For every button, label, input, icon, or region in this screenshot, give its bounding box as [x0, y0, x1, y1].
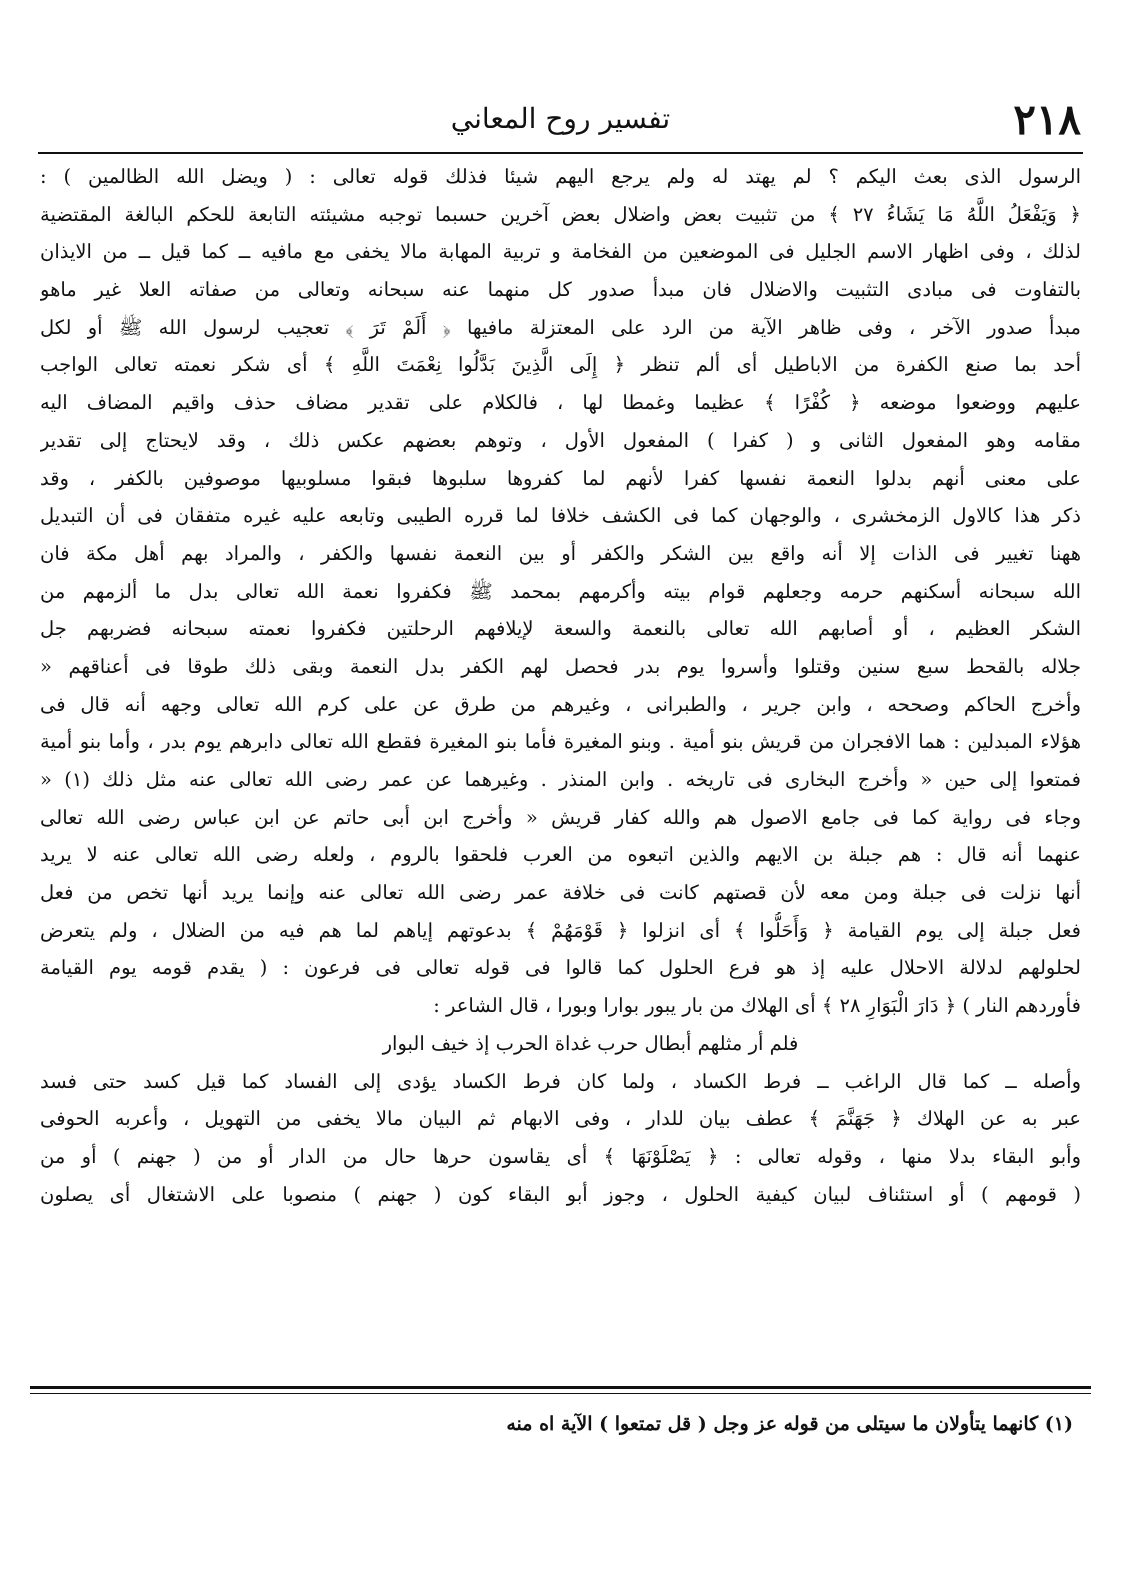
- text-line: الشكر العظيم ، أو أصابهم الله تعالى بالنعمة والسعة لإيلافهم الرحلتين فكفروا نعمته سبحانه فضربهم جل: [40, 617, 1081, 641]
- text-line: عبر به عن الهلاك ﴿ جَهَنَّمَ ﴾ عطف بيان للدار ، وفى الابهام ثم البيان مالا يخفى من التهويل ، وأعربه الحوفى: [40, 1107, 1081, 1131]
- text-line: مبدأ صدور الآخر ، وفى ظاهر الآية من الرد على المعتزلة مافيها ﴿ أَلَمْ تَرَ ﴾ تعجيب لرسول الله ﷺ أو لكل: [40, 315, 1081, 339]
- text-line: لحلولهم لدلالة الاحلال عليه إذ هو فرع الحلول كما قالوا فى قوله تعالى فى فرعون : ( يقدم قومه يوم القيامة: [40, 956, 1081, 980]
- text-line: أنها نزلت فى جبلة ومن معه لأن قصتهم كانت فى خلافة عمر رضى الله تعالى عنه وإنما يريد أنها تخص من فعل: [40, 881, 1081, 905]
- text-line: ههنا تغيير فى الذات إلا أنه واقع بين الشكر والكفر أو بين النعمة نفسها والكفر ، والمراد بهم أهل مكة فان: [40, 541, 1081, 565]
- footnote-rule-thin: [30, 1393, 1091, 1394]
- text-line: الرسول الذى بعث اليكم ؟ لم يهتد له ولم يرجع اليهم شيئا فذلك قوله تعالى : ( ويضل الله الظالمين ) :: [40, 165, 1081, 188]
- text-line: مقامه وهو المفعول الثانى و ( كفرا ) المفعول الأول ، وتوهم بعضهم عكس ذلك ، وقد لايحتاج إلى تقدير: [40, 428, 1081, 452]
- text-line: وأصله ــ كما قال الراغب ــ فرط الكساد ، ولما كان فرط الكساد يؤدى إلى الفساد كما قيل كسد حتى فسد: [40, 1069, 1081, 1093]
- text-line: فعل جبلة إلى يوم القيامة ﴿ وَأَحَلُّوا ﴾ أى انزلوا ﴿ قَوْمَهُمْ ﴾ بدعوتهم إياهم لما هم فيه من الضلال ، ولم يتعرض: [40, 918, 1081, 942]
- running-title: تفسير روح المعاني: [450, 102, 671, 135]
- text-line: هؤلاء المبدلين : هما الافجران من قريش بنو أمية . وبنو المغيرة فأما بنو المغيرة فقطع الله تعالى دابرهم يوم بدر ، وأما بنو أمية: [40, 730, 1081, 754]
- text-line: عنهما أنه قال : هم جبلة بن الايهم والذين اتبعوه من العرب فلحقوا بالروم ، ولعله رضى الله تعالى عنه لا يريد: [40, 843, 1081, 867]
- text-line: ذكر هذا كالاول الزمخشرى ، والوجهان كما فى الكشف خلافا لما قرره الطيبى وتابعه عليه غيره متفقان فى أن التبديل: [40, 504, 1081, 528]
- text-line: وأخرج الحاكم وصححه ، وابن جرير ، والطبرانى ، وغيرهم من طرق عن على كرم الله تعالى وجهه أنه قال فى: [40, 692, 1081, 716]
- main-text: [40, 158, 1081, 1382]
- text-line: ( قومهم ) أو استئناف لبيان كيفية الحلول ، وجوز أبو البقاء كون ( جهنم ) منصوبا على الاشتغال أى يصلون: [40, 1182, 1081, 1206]
- text-line: الله سبحانه أسكنهم حرمه وجعلهم قوام بيته وأكرمهم بمحمد ﷺ فكفروا نعمة الله تعالى بدل ما ألزمهم من: [40, 579, 1081, 603]
- text-line: لذلك ، وفى اظهار الاسم الجليل فى الموضعين من الفخامة و تربية المهابة مالا يخفى مع مافيه ــ كما قيل ــ من الايذان: [40, 240, 1081, 264]
- text-line: ﴿ وَيَفْعَلُ اللَّهُ مَا يَشَاءُ ٢٧ ﴾ من تثبيت بعض واضلال بعض آخرين حسبما توجبه مشيئته التابعة للحكم البالغة المقتضية: [40, 202, 1081, 226]
- text-line: فمتعوا إلى حين « وأخرج البخارى فى تاريخه . وابن المنذر . وغيرهما عن عمر رضى الله تعالى عنه مثل ذلك (١) «: [40, 768, 1081, 791]
- text-line: فأوردهم النار ) ﴿ دَارَ الْبَوَارِ ٢٨ ﴾ أى الهلاك من بار يبور بوارا وبورا ، قال الشاعر :: [433, 994, 1081, 1018]
- text-line: بالتفاوت فى مبادى التثبيت والاضلال فان مبدأ صدور كل منهما عنه سبحانه وتعالى من صفاته العلا غير ماهو: [40, 278, 1081, 302]
- text-line: وجاء فى رواية كما فى جامع الاصول هم والله كفار قريش « وأخرج ابن أبى حاتم عن ابن عباس رضى الله تعالى: [40, 805, 1081, 829]
- footnote: (١) كانهما يتأولان ما سيتلى من قوله عز وجل ( قل تمتعوا ) الآية اه منه: [506, 1413, 1073, 1435]
- footnote-rule: [30, 1386, 1091, 1389]
- text-line: عليهم ووضعوا موضعه ﴿ كُفْرًا ﴾ عظيما وغمطا لها ، فالكلام على تقدير مضاف حذف واقيم المضاف اليه: [40, 391, 1081, 415]
- text-line: وأبو البقاء بدلا منها ، وقوله تعالى : ﴿ يَصْلَوْنَهَا ﴾ أى يقاسون حرها حال من الدار أو من ( جهنم ) أو من: [40, 1144, 1081, 1168]
- text-line: جلاله بالقحط سبع سنين وقتلوا وأسروا يوم بدر فحصل لهم الكفر بدل النعمة وبقى ذلك طوقا فى أعناقهم «: [40, 654, 1081, 678]
- page-number: ٢١٨: [1013, 95, 1081, 144]
- poetry-verse: فلم أر مثلهم أبطال حرب غداة الحرب إذ خيف البوار: [382, 1031, 799, 1055]
- header-rule: [38, 152, 1083, 154]
- text-line: أحد بما صنع الكفرة من الاباطيل أى ألم تنظر ﴿ إِلَى الَّذِينَ بَدَّلُوا نِعْمَتَ اللَّهِ ﴾ أى شكر نعمته تعالى الواجب: [40, 353, 1081, 377]
- text-line: على معنى أنهم بدلوا النعمة نفسها كفرا لأنهم لما كفروها سلبوها فبقوا مسلوبيها موصوفين بالكفر ، وقد: [40, 466, 1081, 490]
- page-header: [40, 92, 1081, 152]
